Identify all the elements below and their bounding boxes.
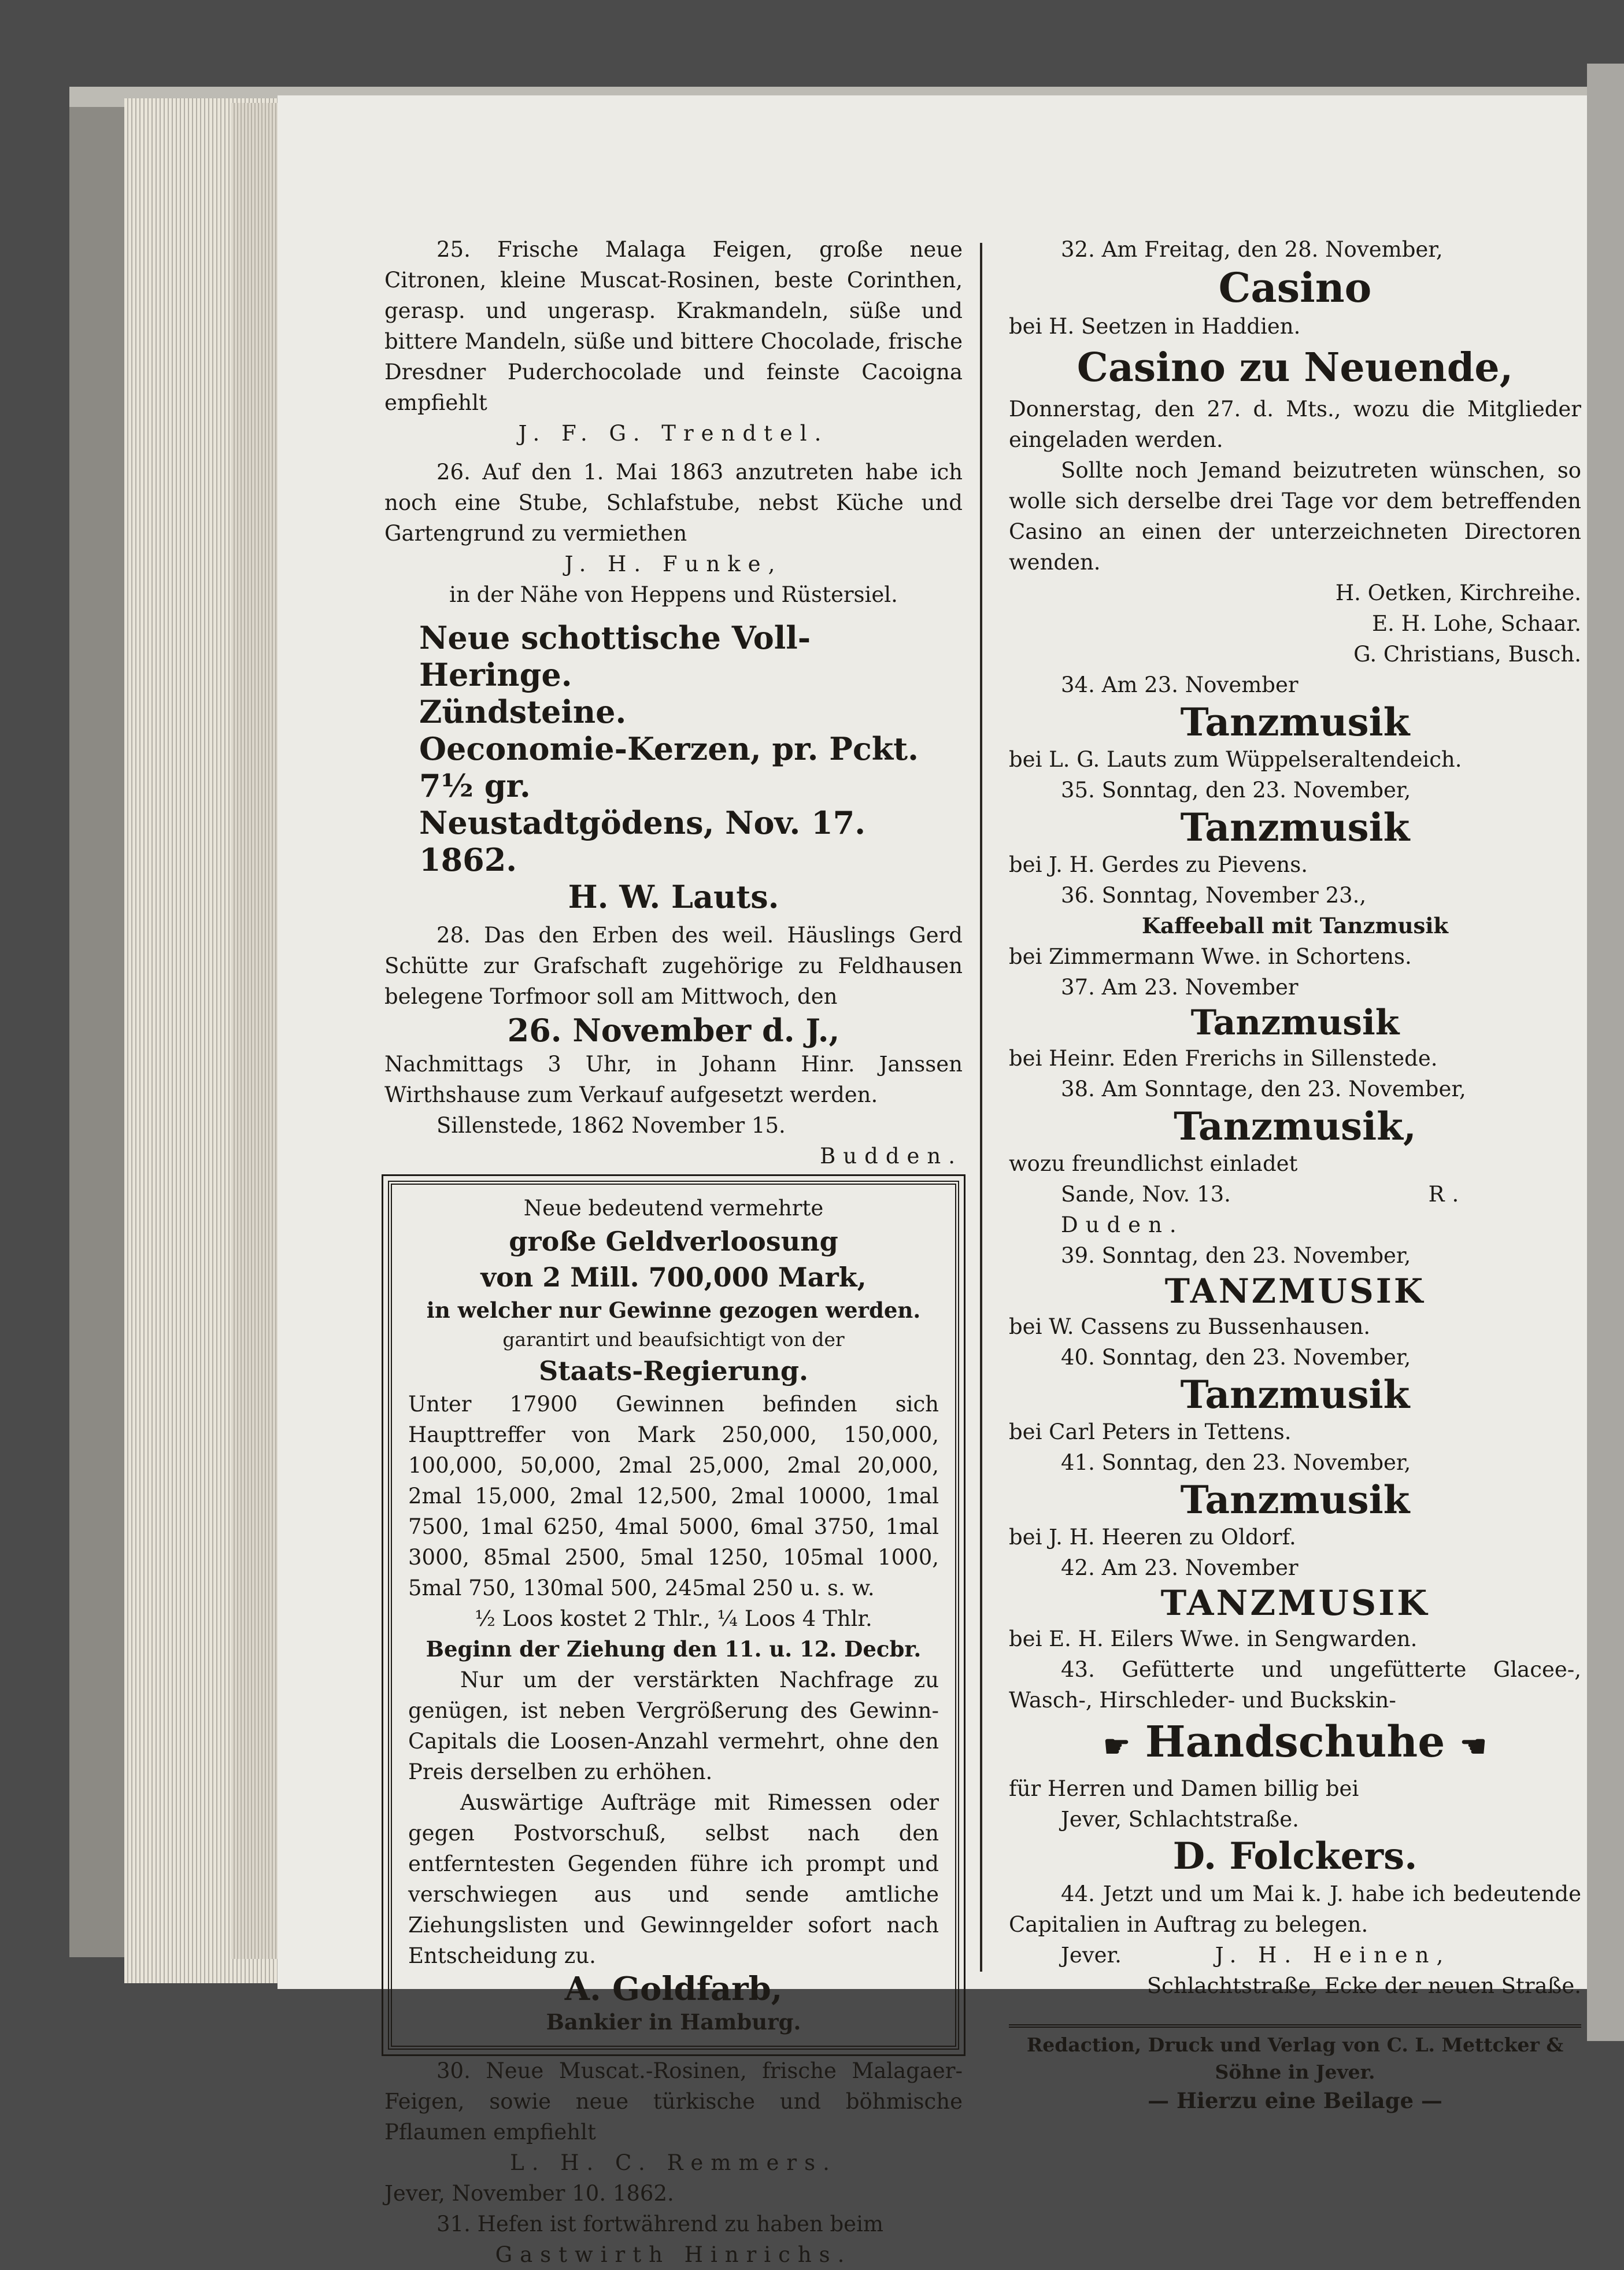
ad-27-line4: Neustadtgödens, Nov. 17. 1862. (419, 804, 866, 878)
lottery-banker-location: Bankier in Hamburg. (546, 2009, 801, 2035)
ad-35-head: 35. Sonntag, den 23. November, (1061, 778, 1411, 803)
ad-32-head: 32. Am Freitag, den 28. November, (1061, 237, 1443, 262)
ad-42-bei: bei E. H. Eilers Wwe. in Sengwarden. (1009, 1626, 1418, 1651)
ad-40-big: Tanzmusik (1180, 1372, 1410, 1417)
ad-38-text: wozu freundlichst einladet (1009, 1151, 1298, 1176)
ad-35-big: Tanzmusik (1180, 805, 1410, 850)
ad-38-place: Sande, Nov. 13. (1061, 1182, 1231, 1207)
ad-39-head: 39. Sonntag, den 23. November, (1061, 1243, 1411, 1268)
ad-43-big: Handschuhe (1145, 1717, 1445, 1767)
ad-34-head: 34. Am 23. November (1061, 672, 1299, 697)
ad-35-bei: bei J. H. Gerdes zu Pievens. (1009, 852, 1308, 877)
ad-30-signature: L. H. C. Remmers. (510, 2150, 837, 2175)
ad-27-line1: Neue schottische Voll-Heringe. (419, 619, 811, 693)
lottery-ad-box (388, 1181, 959, 2050)
ad-30-place-date: Jever, November 10. 1862. (384, 2181, 674, 2206)
ad-41-big: Tanzmusik (1180, 1477, 1410, 1522)
ad-33-text: Donnerstag, den 27. d. Mts., wozu die Mitglieder eingeladen werden. (1009, 397, 1581, 452)
ad-37-bei: bei Heinr. Eden Frerichs in Sillenstede. (1009, 1046, 1438, 1071)
pointing-hand-left-icon: ☚ (1460, 1729, 1487, 1764)
ad-44-signature: J. H. Heinen, (1215, 1943, 1451, 1968)
ad-42-big: TANZMUSIK (1160, 1583, 1430, 1624)
ad-36-bei: bei Zimmermann Wwe. in Schortens. (1009, 944, 1412, 969)
ad-44-address: Schlachtstraße, Ecke der neuen Straße. (1146, 1973, 1581, 1998)
column-divider (980, 243, 982, 1972)
ad-38-big: Tanzmusik, (1174, 1104, 1416, 1149)
ad-32-bei: bei H. Seetzen in Haddien. (1009, 314, 1301, 339)
lottery-line-6: Staats-Regierung. (538, 1355, 809, 1387)
ad-43-place: Jever, Schlachtstraße. (1061, 1807, 1299, 1832)
ad-36-head: 36. Sonntag, November 23., (1061, 883, 1367, 908)
ad-26-signature: J. H. Funke, (564, 552, 783, 576)
lottery-orders: Auswärtige Aufträge mit Rimessen oder gegen Postvorschuß, selbst nach den entferntesten Gegenden führe ich prompt und verschwiegen aus und sende amtliche Ziehungslisten und Gewinngelder sofort nach Entscheidung zu. (408, 1790, 939, 1968)
ad-25-signature: J. F. G. Trendtel. (518, 421, 829, 446)
ad-27-signature: H. W. Lauts. (568, 878, 779, 915)
ad-33-sig2: E. H. Lohe, Schaar. (1372, 611, 1581, 636)
ad-39-bei: bei W. Cassens zu Bussenhausen. (1009, 1314, 1371, 1339)
ad-25-text: 25. Frische Malaga Feigen, große neue Citronen, kleine Muscat-Rosinen, beste Corinthen, gerasp. und ungerasp. Krakmandeln, süße und bittere Mandeln, süße und bittere Chocolade, frische Dresdner Puderchocolade und feinste Cacoigna empfiehlt (384, 237, 963, 415)
ad-39-big: TANZMUSIK (1164, 1271, 1426, 1311)
lottery-line-2: große Geldverloosung (509, 1226, 838, 1257)
ad-43-headline (1009, 1716, 1581, 1773)
ad-28-date: 26. November d. J., (507, 1012, 840, 1049)
ad-36-sub: Kaffeeball mit Tanzmusik (1141, 913, 1449, 938)
ad-43-text2: für Herren und Damen billig bei (1009, 1776, 1359, 1801)
ad-28-text: 28. Das den Erben des weil. Häuslings Gerd Schütte zur Grafschaft zugehörige zu Feldhausen belegene Torfmoor soll am Mittwoch, den (384, 923, 963, 1009)
lottery-line-4: in welcher nur Gewinne gezogen werden. (426, 1297, 921, 1323)
ad-41-bei: bei J. H. Heeren zu Oldorf. (1009, 1525, 1296, 1550)
footer-beilage: — Hierzu eine Beilage — (1148, 2088, 1442, 2113)
ad-34-bei: bei L. G. Lauts zum Wüppelseraltendeich. (1009, 747, 1462, 772)
book-cover-right (1587, 64, 1624, 2041)
ad-27-line3: Oeconomie-Kerzen, pr. Pckt. 7½ gr. (419, 730, 919, 804)
ad-30-text: 30. Neue Muscat.-Rosinen, frische Malagaer-Feigen, sowie neue türkische und böhmische Pflaumen empfiehlt (384, 2058, 963, 2145)
ad-43-text: 43. Gefütterte und ungefütterte Glacee-, Wasch-, Hirschleder- und Buckskin- (1009, 1657, 1581, 1713)
ad-33-text2: Sollte noch Jemand beizutreten wünschen, so wolle sich derselbe drei Tage vor dem betreffenden Casino an einen der unterzeichneten Directoren wenden. (1009, 458, 1581, 575)
ad-37-big: Tanzmusik (1190, 1003, 1400, 1043)
ad-38-head: 38. Am Sonntage, den 23. November, (1061, 1077, 1466, 1101)
ad-37-head: 37. Am 23. November (1061, 975, 1299, 1000)
lottery-price: ½ Loos kostet 2 Thlr., ¼ Loos 4 Thlr. (475, 1606, 872, 1631)
ad-42-head: 42. Am 23. November (1061, 1555, 1299, 1580)
footer-rule (1009, 2024, 1581, 2116)
lottery-prizes: Unter 17900 Gewinnen befinden sich Haupttreffer von Mark 250,000, 150,000, 100,000, 50,000, 2mal 25,000, 2mal 20,000, 2mal 15,000, 2mal 12,500, 2mal 10000, 1mal 7500, 1mal 6250, 4mal 5000, 6mal 3750, 1mal 3000, 85mal 2500, 5mal 1250, 105mal 1000, 5mal 750, 130mal 500, 245mal 250 u. s. w. (408, 1392, 939, 1600)
ad-38-signature: R. Duden. (1061, 1182, 1467, 1237)
ad-44-text: 44. Jetzt und um Mai k. J. habe ich bedeutende Capitalien in Auftrag zu belegen. (1009, 1881, 1581, 1937)
lottery-line-1: Neue bedeutend vermehrte (523, 1196, 824, 1221)
ad-41-head: 41. Sonntag, den 23. November, (1061, 1450, 1411, 1475)
ad-28-text2: Nachmittags 3 Uhr, in Johann Hinr. Janssen Wirthshause zum Verkauf aufgesetzt werden. (384, 1052, 963, 1107)
ad-33-big: Casino zu Neuende, (1076, 345, 1514, 391)
right-column (1009, 234, 1581, 2116)
ad-31-signature: Gastwirth Hinrichs. (495, 2242, 852, 2267)
ad-27-line2: Zündsteine. (419, 693, 627, 730)
lottery-draw-date: Beginn der Ziehung den 11. u. 12. Decbr. (426, 1636, 922, 1662)
ad-43-signature: D. Folckers. (1172, 1835, 1418, 1878)
ad-44-place: Jever. (1061, 1943, 1122, 1968)
ad-32-big: Casino (1218, 264, 1372, 312)
ad-33-sig3: G. Christians, Busch. (1353, 642, 1581, 667)
lottery-line-3: von 2 Mill. 700,000 Mark, (480, 1262, 867, 1293)
ad-26-text: 26. Auf den 1. Mai 1863 anzutreten habe ich noch eine Stube, Schlafstube, nebst Küche und Gartengrund zu vermiethen (384, 460, 963, 546)
lottery-note: Nur um der verstärkten Nachfrage zu genügen, ist neben Vergrößerung des Gewinn-Capitals die Loosen-Anzahl vermehrt, ohne den Preis derselben zu erhöhen. (408, 1668, 939, 1784)
ad-33-sig1: H. Oetken, Kirchreihe. (1335, 581, 1581, 605)
ad-38-footer (1061, 1179, 1581, 1240)
ad-28-place-date: Sillenstede, 1862 November 15. (436, 1113, 786, 1138)
lottery-banker: A. Goldfarb, (564, 1970, 783, 2008)
ad-26-location: in der Nähe von Heppens und Rüstersiel. (449, 582, 898, 607)
ad-34-big: Tanzmusik (1180, 700, 1410, 745)
ad-31-text: 31. Hefen ist fortwährend zu haben beim (436, 2212, 883, 2236)
ad-28-signature: Budden. (820, 1144, 963, 1169)
pointing-hand-right-icon: ☛ (1103, 1729, 1130, 1764)
ad-44-line (1009, 1940, 1581, 1970)
left-column (384, 234, 963, 2270)
footer-imprint: Redaction, Druck und Verlag von C. L. Mettcker & Söhne in Jever. (1026, 2034, 1564, 2083)
lottery-line-5: garantirt und beaufsichtigt von der (502, 1328, 845, 1351)
ad-40-head: 40. Sonntag, den 23. November, (1061, 1345, 1411, 1370)
ad-40-bei: bei Carl Peters in Tettens. (1009, 1419, 1292, 1444)
